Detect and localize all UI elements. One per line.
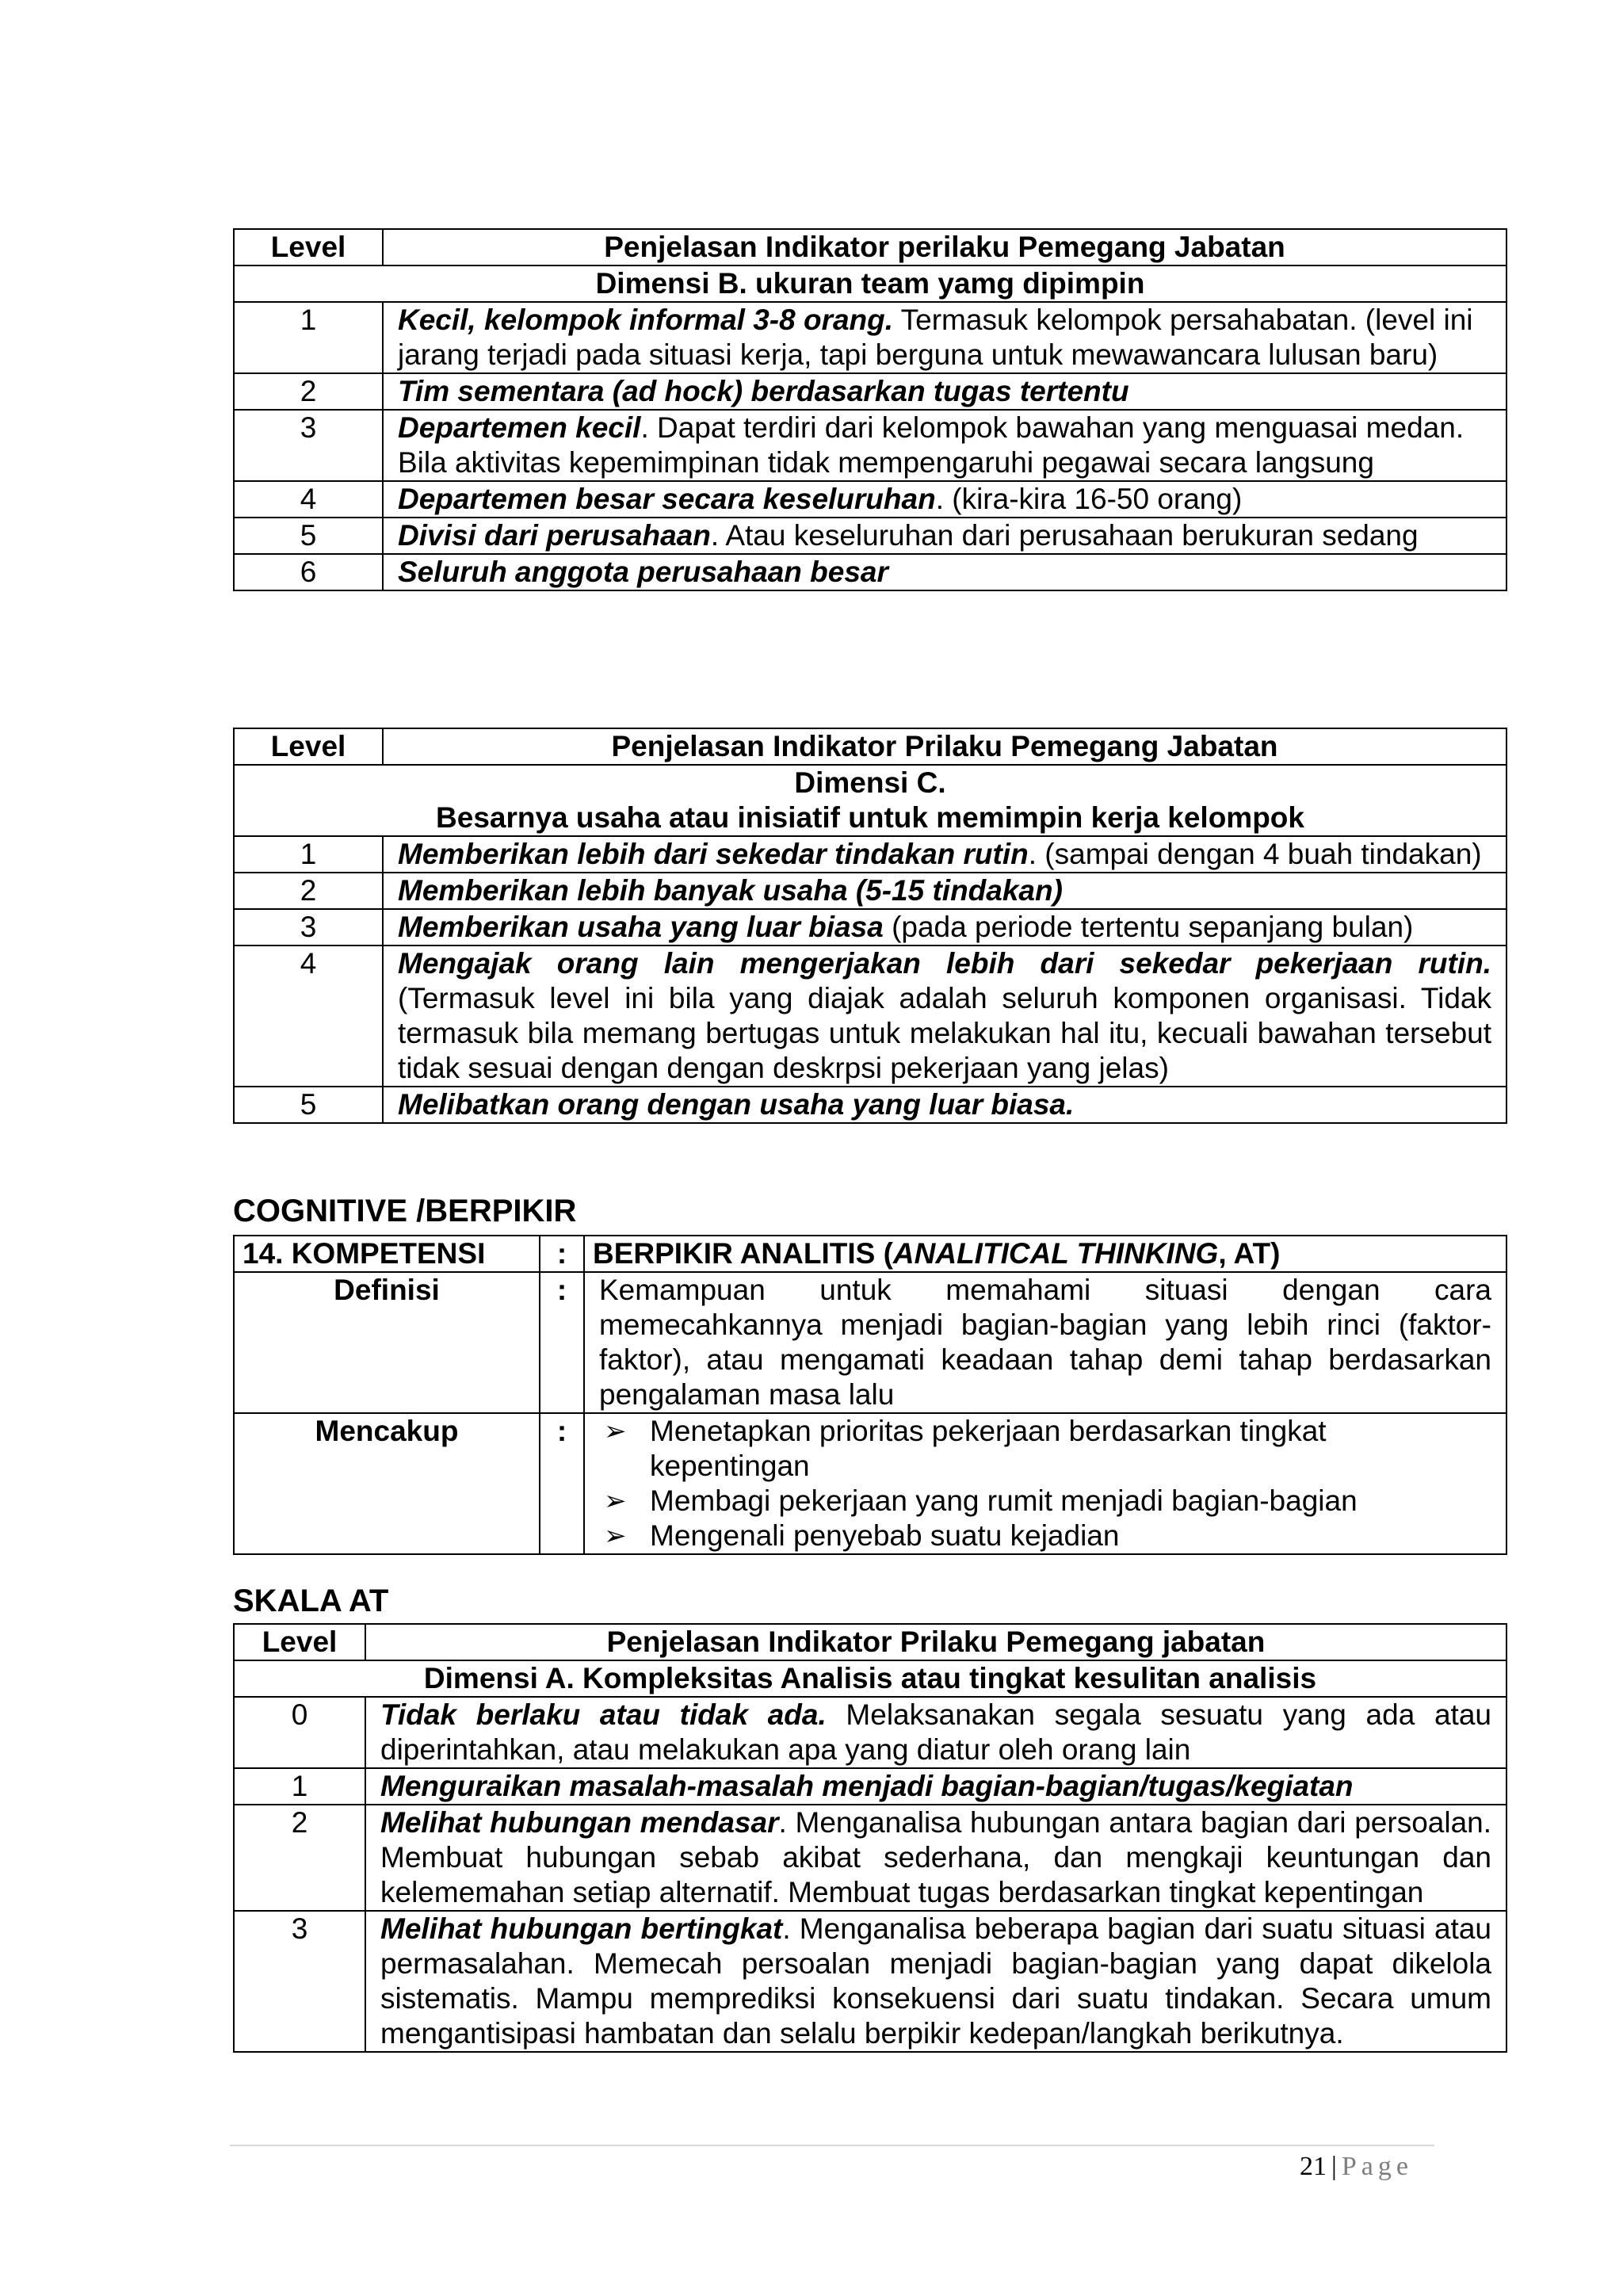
section-title-scale: SKALA AT	[233, 1584, 389, 1618]
indicator-text: Termasuk kelompok persahabatan. (level ini jarang terjadi pada situasi kerja, tapi berguna untuk mewawancara lulusan baru)	[398, 304, 1473, 371]
level-cell: 5	[234, 518, 383, 554]
indicator-title: Kecil, kelompok informal 3-8 orang.	[398, 304, 894, 336]
page-word: Page	[1341, 2152, 1413, 2181]
level-cell: 1	[234, 1768, 365, 1805]
description-cell	[365, 1768, 1507, 1805]
level-cell: 4	[234, 481, 383, 518]
level-cell: 2	[234, 873, 383, 909]
page-number: 21	[1300, 2152, 1327, 2181]
description-cell	[365, 1911, 1507, 2052]
level-cell: 1	[234, 836, 383, 873]
includes-label: Mencakup	[234, 1413, 540, 1554]
indicator-title: Melibatkan orang dengan usaha yang luar biasa.	[398, 1088, 1075, 1121]
header-description: Penjelasan Indikator Prilaku Pemegang jabatan	[365, 1624, 1507, 1660]
list-item: ➢ Mengenali penyebab suatu kejadian	[599, 1519, 1491, 1553]
dimension-row	[234, 1660, 1507, 1697]
description-cell	[383, 302, 1507, 373]
footer-separator: |	[1331, 2152, 1337, 2181]
indicator-title: Tim sementara (ad hock) berdasarkan tugas tertentu	[398, 375, 1129, 407]
definition-row	[234, 1272, 1507, 1413]
competency-header-row	[234, 1236, 1507, 1272]
header-description: Penjelasan Indikator perilaku Pemegang Jabatan	[383, 229, 1507, 266]
description-cell	[365, 1697, 1507, 1768]
description-cell	[383, 946, 1507, 1087]
table-header-row	[234, 1624, 1507, 1660]
indicator-title: Melihat hubungan mendasar	[380, 1806, 779, 1839]
header-description: Penjelasan Indikator Prilaku Pemegang Jabatan	[383, 728, 1507, 765]
table-dimension-b	[233, 228, 1507, 591]
table-row	[234, 410, 1507, 481]
level-cell: 3	[234, 410, 383, 481]
indicator-title: Seluruh anggota perusahaan besar	[398, 556, 888, 588]
colon: :	[540, 1236, 584, 1272]
level-cell: 4	[234, 946, 383, 1087]
table-row	[234, 1805, 1507, 1911]
indicator-title: Menguraikan masalah-masalah menjadi bagian-bagian/tugas/kegiatan	[380, 1770, 1354, 1802]
competency-title-italic: ANALITICAL THINKING	[892, 1237, 1219, 1270]
indicator-text: . Menganalisa hubungan antara bagian dari persoalan. Membuat hubungan sebab akibat sederhana, dan mengkaji keuntungan dan kelememahan setiap alternatif. Membuat tugas berdasarkan tingkat kepentingan	[380, 1806, 1492, 1908]
level-cell: 2	[234, 373, 383, 410]
table-row	[234, 373, 1507, 410]
competency-label: 14. KOMPETENSI	[234, 1236, 540, 1272]
description-cell	[383, 554, 1507, 590]
indicator-title: Divisi dari perusahaan	[398, 519, 711, 552]
indicator-text: . (sampai dengan 4 buah tindakan)	[1028, 838, 1482, 870]
table-row	[234, 302, 1507, 373]
table-row	[234, 481, 1507, 518]
footer-divider	[230, 2145, 1434, 2146]
competency-table	[233, 1235, 1507, 1555]
level-cell: 3	[234, 909, 383, 946]
table-row	[234, 1911, 1507, 2052]
level-cell: 5	[234, 1087, 383, 1123]
table-dimension-c	[233, 728, 1507, 1124]
table-row	[234, 1768, 1507, 1805]
includes-row	[234, 1413, 1507, 1554]
list-item: ➢ Menetapkan prioritas pekerjaan berdasarkan tingkat kepentingan	[599, 1414, 1491, 1484]
indicator-title: Mengajak orang lain mengerjakan lebih dari sekedar pekerjaan rutin.	[398, 947, 1491, 980]
table-row	[234, 836, 1507, 873]
competency-title: BERPIKIR ANALITIS (ANALITICAL THINKING, AT)	[584, 1236, 1507, 1272]
table-row	[234, 518, 1507, 554]
indicator-title: Departemen kecil	[398, 411, 641, 444]
indicator-title: Departemen besar secara keseluruhan	[398, 483, 936, 515]
dimension-title: Dimensi A. Kompleksitas Analisis atau tingkat kesulitan analisis	[234, 1660, 1507, 1697]
includes-list-cell	[584, 1413, 1507, 1554]
dimension-title	[234, 765, 1507, 836]
level-cell: 2	[234, 1805, 365, 1911]
description-cell	[383, 481, 1507, 518]
indicator-title: Memberikan lebih dari sekedar tindakan rutin	[398, 838, 1029, 870]
table-header-row	[234, 229, 1507, 266]
level-cell: 6	[234, 554, 383, 590]
description-cell	[383, 410, 1507, 481]
header-level: Level	[234, 1624, 365, 1660]
colon: :	[540, 1272, 584, 1413]
level-cell: 3	[234, 1911, 365, 2052]
table-row	[234, 1087, 1507, 1123]
indicator-text: (Termasuk level ini bila yang diajak adalah seluruh komponen organisasi. Tidak termasuk bila memang bertugas untuk melakukan hal itu, kecuali bawahan tersebut tidak sesuai dengan dengan deskrpsi pekerjaan yang jelas)	[398, 982, 1491, 1084]
indicator-title: Memberikan lebih banyak usaha (5-15 tindakan)	[398, 874, 1063, 907]
list-item: ➢ Membagi pekerjaan yang rumit menjadi bagian-bagian	[599, 1484, 1491, 1519]
description-cell	[365, 1805, 1507, 1911]
description-cell	[383, 873, 1507, 909]
table-row	[234, 873, 1507, 909]
indicator-text: (pada periode tertentu sepanjang bulan)	[883, 911, 1414, 943]
table-row	[234, 946, 1507, 1087]
table-dimension-a	[233, 1623, 1507, 2053]
indicator-text: Melaksanakan segala sesuatu yang ada atau diperintahkan, atau melakukan apa yang diatur oleh orang lain	[380, 1698, 1491, 1766]
indicator-title: Melihat hubungan bertingkat	[380, 1912, 783, 1945]
description-cell	[383, 909, 1507, 946]
description-cell	[383, 373, 1507, 410]
dimension-line-2: Besarnya usaha atau inisiatif untuk memimpin kerja kelompok	[436, 801, 1304, 834]
header-level: Level	[234, 728, 383, 765]
indicator-text: . (kira-kira 16-50 orang)	[935, 483, 1243, 515]
section-title-cognitive: COGNITIVE /BERPIKIR	[233, 1194, 577, 1228]
description-cell	[383, 836, 1507, 873]
table-row	[234, 554, 1507, 590]
header-level: Level	[234, 229, 383, 266]
dimension-title: Dimensi B. ukuran team yamg dipimpin	[234, 266, 1507, 302]
indicator-text: . Atau keseluruhan dari perusahaan berukuran sedang	[710, 519, 1419, 552]
description-cell	[383, 518, 1507, 554]
includes-list	[599, 1414, 1491, 1553]
indicator-title: Tidak berlaku atau tidak ada.	[380, 1698, 827, 1731]
table-row	[234, 1697, 1507, 1768]
colon: :	[540, 1413, 584, 1554]
page-footer	[1300, 2149, 1413, 2184]
table-row	[234, 909, 1507, 946]
dimension-row	[234, 266, 1507, 302]
level-cell: 1	[234, 302, 383, 373]
definition-text: Kemampuan untuk memahami situasi dengan cara memecahkannya menjadi bagian-bagian yang lebih rinci (faktor-faktor), atau mengamati keadaan tahap demi tahap berdasarkan pengalaman masa lalu	[584, 1272, 1507, 1413]
dimension-line-1: Dimensi C.	[794, 766, 946, 799]
indicator-title: Memberikan usaha yang luar biasa	[398, 911, 884, 943]
level-cell: 0	[234, 1697, 365, 1768]
definition-label: Definisi	[234, 1272, 540, 1413]
indicator-text: . Dapat terdiri dari kelompok bawahan yang menguasai medan. Bila aktivitas kepemimpinan tidak mempengaruhi pegawai secara langsung	[398, 411, 1465, 479]
table-header-row	[234, 728, 1507, 765]
indicator-text: . Menganalisa beberapa bagian dari suatu situasi atau permasalahan. Memecah persoalan menjadi bagian-bagian yang dapat dikelola sistematis. Mampu memprediksi konsekuensi dari suatu tindakan. Secara umum mengantisipasi hambatan dan selalu berpikir kedepan/langkah berikutnya.	[380, 1912, 1491, 2050]
dimension-row	[234, 765, 1507, 836]
description-cell	[383, 1087, 1507, 1123]
